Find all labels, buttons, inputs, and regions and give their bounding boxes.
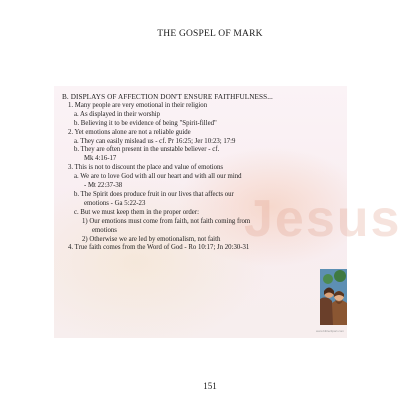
outline-continuation: emotions	[92, 226, 117, 234]
outline-subsubpoint: 1) Our emotions must come from faith, not faith coming from	[82, 217, 251, 225]
outline-point: 3. This is not to discount the place and value of emotions	[68, 164, 224, 172]
outline-subpoint: a. As displayed in their worship	[74, 110, 161, 118]
outline-continuation: emotions - Ga 5:22-23	[84, 199, 146, 207]
two-figures-clipart	[320, 269, 347, 325]
outline-point: 4. True faith comes from the Word of God - Ro 10:17; Jn 20:30-31	[68, 244, 250, 252]
outline-subpoint: b. They are often present in the unstable believer - cf.	[74, 146, 220, 154]
slide-watermark: Jesus	[244, 190, 402, 248]
outline-continuation: Mk 4:16-17	[84, 155, 117, 163]
outline-point: 1. Many people are very emotional in their religion	[68, 101, 208, 109]
outline-subpoint: b. The Spirit does produce fruit in our lives that affects our	[74, 190, 234, 198]
page-header: THE GOSPEL OF MARK	[157, 29, 263, 39]
outline-continuation: - Mt 22:37-38	[84, 182, 123, 190]
outline-subpoint: a. They can easily mislead us - cf. Pr 16:25; Jer 10:23; 17:9	[74, 137, 236, 145]
slide-image	[54, 86, 402, 338]
outline-subpoint: c. But we must keep them in the proper order:	[74, 208, 199, 216]
slide-outline	[62, 93, 344, 253]
outline-subpoint: b. Believing it to be evidence of being "Spirit-filled"	[74, 119, 217, 127]
clipart-illustration	[320, 269, 347, 325]
outline-point: 2. Yet emotions alone are not a reliable guide	[68, 128, 191, 136]
clipart-credit: www.bibleclipart.com	[316, 329, 345, 333]
outline-heading: B. DISPLAYS OF AFFECTION DON'T ENSURE FAITHFULNESS...	[62, 93, 273, 101]
page-number: 151	[203, 381, 217, 391]
outline-subpoint: a. We are to love God with all our heart and with all our mind	[74, 173, 242, 181]
outline-subsubpoint: 2) Otherwise we are led by emotionalism, not faith	[82, 235, 221, 243]
